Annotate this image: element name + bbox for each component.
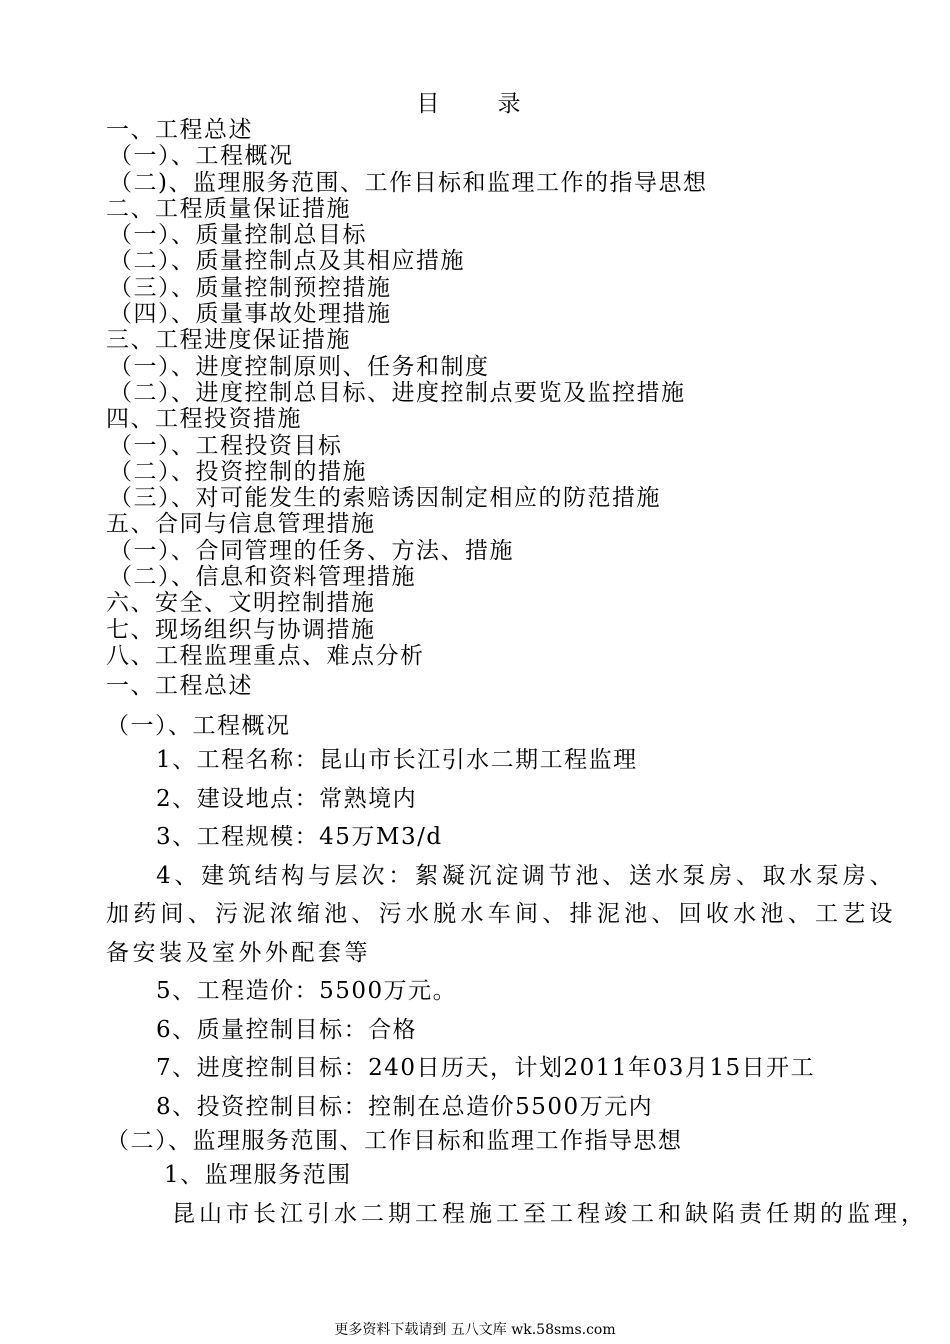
overview-item: 3、工程规模：45万M3/d [156, 824, 443, 850]
toc-item: 七、现场组织与协调措施 [106, 616, 376, 643]
toc-item: （二）、进度控制总目标、进度控制点要览及监控措施 [109, 379, 686, 406]
toc-item: （二）、质量控制点及其相应措施 [109, 248, 465, 275]
toc-item: （一）、工程投资目标 [109, 432, 343, 459]
toc-item: （一）、工程概况 [109, 143, 294, 170]
overview-item: 6、质量控制目标：合格 [156, 1016, 418, 1043]
toc-item: （一）、质量控制总目标 [109, 222, 367, 249]
subsection-heading: （二）、监理服务范围、工作目标和监理工作指导思想 [106, 1128, 683, 1154]
toc-item: （一）、合同管理的任务、方法、措施 [109, 537, 514, 564]
scope-item: 1、监理服务范围 [164, 1162, 352, 1188]
footer-text: 更多资料下载请到 五八文库 wk.58sms.com [334, 1322, 616, 1338]
overview-item: 1、工程名称：昆山市长江引水二期工程监理 [156, 747, 638, 773]
toc-item: 六、安全、文明控制措施 [106, 590, 376, 617]
overview-item: 8、投资控制目标：控制在总造价5500万元内 [156, 1093, 654, 1120]
overview-item-paragraph: 4、建筑结构与层次：絮凝沉淀调节池、送水泵房、取水泵房、加药间、污泥浓缩池、污水脱水车间、排泥池、回收水池、工艺设备安装及室外外配套等 [106, 862, 896, 966]
toc-item: （四）、质量事故处理措施 [109, 301, 392, 328]
toc-item: 四、工程投资措施 [106, 406, 302, 433]
toc-item: 一、工程总述 [106, 117, 253, 143]
subsection-heading: （一）、工程概况 [106, 713, 291, 739]
overview-item: 7、进度控制目标：240日历天，计划2011年03月15日开工 [156, 1055, 816, 1081]
toc-item: （二）、投资控制的措施 [109, 458, 367, 485]
toc-item: （二）、信息和资料管理措施 [109, 564, 416, 591]
body-section [106, 671, 928, 1233]
toc-list [106, 117, 707, 669]
toc-item: 八、工程监理重点、难点分析 [106, 642, 425, 669]
section-heading: 一、工程总述 [106, 673, 253, 699]
toc-item: （三）、对可能发生的索赔诱因制定相应的防范措施 [109, 485, 661, 512]
toc-item: 二、工程质量保证措施 [106, 195, 351, 222]
overview-item: 5、工程造价：5500万元。 [156, 978, 458, 1004]
toc-item: （一）、进度控制原则、任务和制度 [109, 353, 490, 380]
toc-item: （二)、监理服务范围、工作目标和监理工作的指导思想 [109, 169, 708, 196]
toc-title: 目录 [416, 91, 579, 117]
overview-item: 2、建设地点：常熟境内 [156, 785, 418, 812]
toc-item: 三、工程进度保证措施 [106, 327, 351, 354]
toc-item: （三）、质量控制预控措施 [109, 274, 392, 301]
toc-item: 五、合同与信息管理措施 [106, 511, 376, 538]
scope-paragraph: 昆山市长江引水二期工程施工至工程竣工和缺陷责任期的监理， [172, 1200, 928, 1227]
